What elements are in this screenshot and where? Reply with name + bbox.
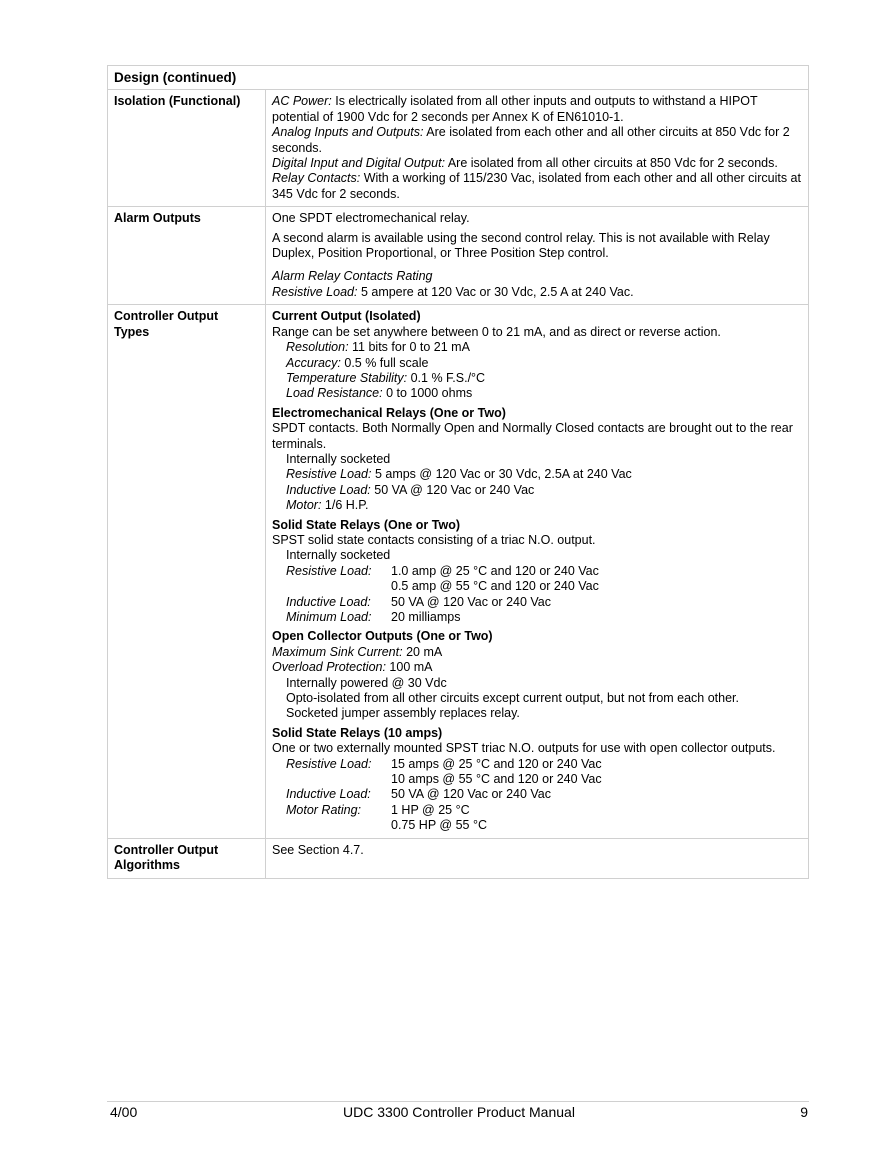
- table-row-alarm: [108, 207, 809, 305]
- table-row-isolation: [108, 90, 809, 207]
- ss-relays-10-title: Solid State Relays (10 amps): [272, 725, 443, 740]
- isolation-ac-power: AC Power: Is electrically isolated from all other inputs and outputs to withstand a HIPOT potential of 1900 Vdc for 2 seconds per Annex K of EN61010-1.: [272, 94, 758, 124]
- em-relays-inductive: Inductive Load: 50 VA @ 120 Vac or 240 Vac: [286, 482, 535, 497]
- ss-relays-inductive: Inductive Load: 50 VA @ 120 Vac or 240 Vac: [286, 594, 552, 609]
- current-temp-stability: Temperature Stability: 0.1 % F.S./°C: [286, 370, 486, 385]
- em-relays-motor: Motor: 1/6 H.P.: [286, 498, 369, 513]
- current-output-range: Range can be set anywhere between 0 to 21 mA, and as direct or reverse action.: [272, 324, 721, 339]
- row-content-algorithms: See Section 4.7.: [266, 838, 809, 878]
- footer-title: UDC 3300 Controller Product Manual: [343, 1104, 575, 1120]
- ss-relays-minimum: Minimum Load: 20 milliamps: [286, 610, 461, 624]
- row-label-output-types: Controller Output Types: [108, 305, 266, 838]
- open-collector-opto: Opto-isolated from all other circuits except current output, but not from each other.: [286, 691, 740, 706]
- ss-relays-10-desc: One or two externally mounted SPST triac N.O. outputs for use with open collector outputs.: [272, 741, 776, 756]
- spec-table: [107, 65, 809, 879]
- open-collector-sink: Maximum Sink Current: 20 mA: [272, 644, 443, 659]
- open-collector-jumper: Socketed jumper assembly replaces relay.: [286, 706, 520, 721]
- footer-date: 4/00: [110, 1104, 138, 1120]
- ss-relays-resistive-1: Resistive Load: 1.0 amp @ 25 °C and 120 or 240 Vac: [286, 563, 599, 578]
- alarm-rating: Resistive Load: 5 ampere at 120 Vac or 30 Vdc, 2.5 A at 240 Vac.: [272, 284, 634, 299]
- ss-relays-title: Solid State Relays (One or Two): [272, 517, 460, 532]
- row-label-algorithms: Controller Output Algorithms: [108, 838, 266, 878]
- isolation-analog: Analog Inputs and Outputs: Are isolated from each other and all other circuits at 850 Vdc for 2 seconds.: [272, 125, 790, 155]
- current-resolution: Resolution: 11 bits for 0 to 21 mA: [286, 340, 470, 355]
- alarm-p2: A second alarm is available using the second control relay. This is not available with Relay Duplex, Position Proportional, or Three Position Step control.: [272, 230, 770, 261]
- table-row-output-types: [108, 305, 809, 838]
- isolation-digital: Digital Input and Digital Output: Are isolated from all other circuits at 850 Vdc for 2 seconds.: [272, 156, 778, 171]
- current-accuracy: Accuracy: 0.5 % full scale: [286, 355, 429, 370]
- row-content-isolation: [266, 90, 809, 207]
- current-load-resistance: Load Resistance: 0 to 1000 ohms: [286, 386, 473, 401]
- table-row-algorithms: [108, 838, 809, 878]
- em-relays-socketed: Internally socketed: [286, 451, 391, 466]
- ss-relays-10-resistive-1: Resistive Load: 15 amps @ 25 °C and 120 or 240 Vac: [286, 756, 602, 771]
- ss-relays-10-inductive: Inductive Load: 50 VA @ 120 Vac or 240 Vac: [286, 787, 552, 802]
- ss-relays-10-motor-1: Motor Rating: 1 HP @ 25 °C: [286, 802, 470, 817]
- open-collector-powered: Internally powered @ 30 Vdc: [286, 675, 447, 690]
- alarm-rating-title: Alarm Relay Contacts Rating: [272, 269, 433, 284]
- alarm-p1: One SPDT electromechanical relay.: [272, 211, 470, 226]
- row-content-alarm: [266, 207, 809, 305]
- em-relays-desc: SPDT contacts. Both Normally Open and Normally Closed contacts are brought out to the rear terminals.: [272, 421, 793, 451]
- current-output-title: Current Output (Isolated): [272, 309, 421, 324]
- open-collector-overload: Overload Protection: 100 mA: [272, 660, 433, 675]
- section-header: Design (continued): [108, 66, 809, 90]
- row-label-isolation: Isolation (Functional): [108, 90, 266, 207]
- em-relays-resistive: Resistive Load: 5 amps @ 120 Vac or 30 Vdc, 2.5A at 240 Vac: [286, 467, 632, 482]
- open-collector-title: Open Collector Outputs (One or Two): [272, 629, 493, 644]
- footer-page-number: 9: [800, 1104, 808, 1120]
- ss-relays-10-motor-2: 0.75 HP @ 55 °C: [391, 818, 487, 833]
- table-header-row: [108, 66, 809, 90]
- row-content-output-types: [266, 305, 809, 838]
- row-label-alarm: Alarm Outputs: [108, 207, 266, 305]
- footer-rule: [107, 1101, 809, 1102]
- em-relays-title: Electromechanical Relays (One or Two): [272, 405, 506, 420]
- ss-relays-desc: SPST solid state contacts consisting of a triac N.O. output.: [272, 532, 596, 547]
- isolation-relay: Relay Contacts: With a working of 115/230 Vac, isolated from each other and all other circuits at 345 Vdc for 2 seconds.: [272, 171, 801, 201]
- ss-relays-resistive-2: 0.5 amp @ 55 °C and 120 or 240 Vac: [391, 579, 599, 594]
- ss-relays-10-resistive-2: 10 amps @ 55 °C and 120 or 240 Vac: [391, 772, 602, 787]
- ss-relays-socketed: Internally socketed: [286, 548, 391, 563]
